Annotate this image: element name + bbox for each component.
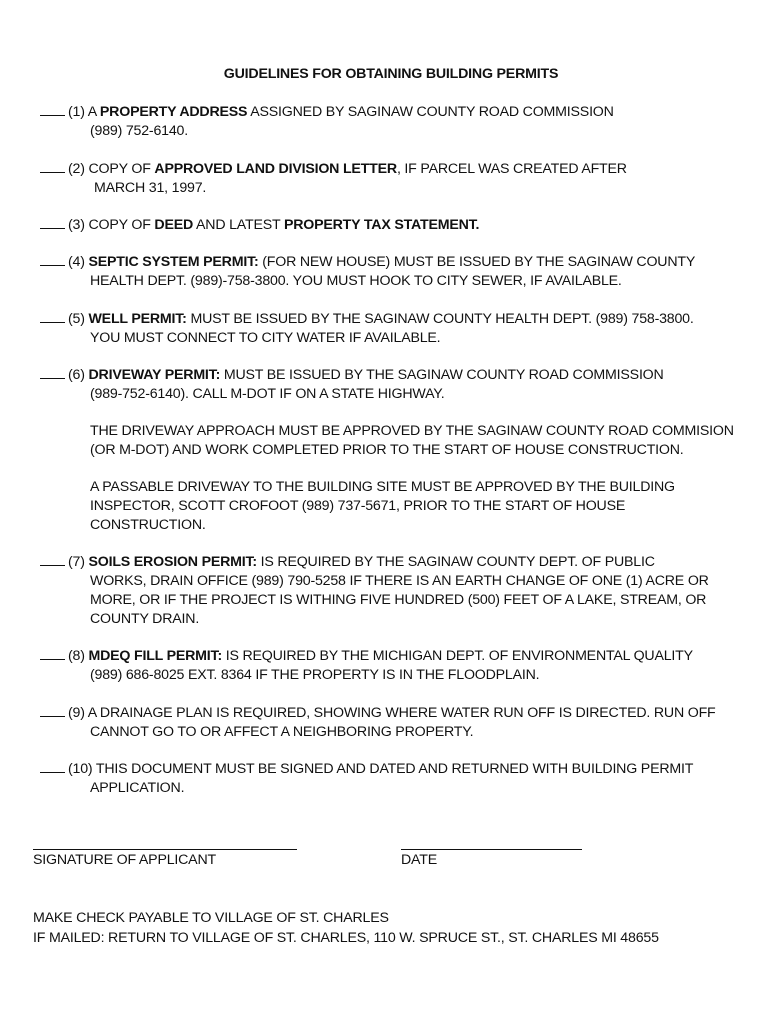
checkbox-blank[interactable]: [40, 160, 65, 173]
driveway-approach-paragraph: THE DRIVEWAY APPROACH MUST BE APPROVED BY THE SAGINAW COUNTY ROAD COMMISION (OR M-DOT) AND WORK COMPLETED PRIOR TO THE START OF HOUSE CONSTRUCTION.: [90, 423, 734, 458]
checkbox-blank[interactable]: [40, 216, 65, 229]
checkbox-blank[interactable]: [40, 704, 65, 717]
checkbox-blank[interactable]: [40, 253, 65, 266]
checkbox-blank[interactable]: [40, 366, 65, 379]
checkbox-blank[interactable]: [40, 647, 65, 660]
checklist-item-5: (5) WELL PERMIT: MUST BE ISSUED BY THE SAGINAW COUNTY HEALTH DEPT. (989) 758-3800. YOU MUST CONNECT TO CITY WATER IF AVAILABLE.: [40, 310, 752, 348]
passable-driveway-paragraph: A PASSABLE DRIVEWAY TO THE BUILDING SITE MUST BE APPROVED BY THE BUILDING INSPECTOR, SCOTT CROFOOT (989) 737-5671, PRIOR TO THE START OF HOUSE CONSTRUCTION.: [90, 479, 675, 533]
mailing-instructions: IF MAILED: RETURN TO VILLAGE OF ST. CHARLES, 110 W. SPRUCE ST., ST. CHARLES MI 48655: [33, 930, 659, 946]
date-line[interactable]: [401, 849, 582, 850]
checklist-item-2: (2) COPY OF APPROVED LAND DIVISION LETTER, IF PARCEL WAS CREATED AFTER MARCH 31, 1997.: [40, 160, 752, 198]
checklist-item-4: (4) SEPTIC SYSTEM PERMIT: (FOR NEW HOUSE) MUST BE ISSUED BY THE SAGINAW COUNTY HEALTH DEPT. (989)-758-3800. YOU MUST HOOK TO CITY SEWER, IF AVAILABLE.: [40, 253, 752, 291]
signature-line[interactable]: [33, 849, 297, 850]
checklist-item-10: (10) THIS DOCUMENT MUST BE SIGNED AND DATED AND RETURNED WITH BUILDING PERMIT APPLICATION.: [40, 760, 752, 798]
checklist-item-6: (6) DRIVEWAY PERMIT: MUST BE ISSUED BY THE SAGINAW COUNTY ROAD COMMISSION (989-752-6140). CALL M-DOT IF ON A STATE HIGHWAY.: [40, 366, 752, 404]
checklist-item-3: (3) COPY OF DEED AND LATEST PROPERTY TAX STATEMENT.: [40, 216, 752, 235]
date-label: DATE: [401, 852, 437, 868]
checklist-item-9: (9) A DRAINAGE PLAN IS REQUIRED, SHOWING WHERE WATER RUN OFF IS DIRECTED. RUN OFF CANNOT GO TO OR AFFECT A NEIGHBORING PROPERTY.: [40, 704, 752, 742]
checklist-item-1: (1) A PROPERTY ADDRESS ASSIGNED BY SAGINAW COUNTY ROAD COMMISSION (989) 752-6140.: [40, 103, 752, 141]
page-title: GUIDELINES FOR OBTAINING BUILDING PERMITS: [223, 66, 559, 82]
checkbox-blank[interactable]: [40, 103, 65, 116]
checkbox-blank[interactable]: [40, 310, 65, 323]
checkbox-blank[interactable]: [40, 553, 65, 566]
checklist-item-7: (7) SOILS EROSION PERMIT: IS REQUIRED BY THE SAGINAW COUNTY DEPT. OF PUBLIC WORKS, DRAIN OFFICE (989) 790-5258 IF THERE IS AN EARTH CHANGE OF ONE (1) ACRE OR MORE, OR IF THE PROJECT IS WITHING FIVE HUNDRED (500) FEET OF A LAKE, STREAM, OR COUNTY DRAIN.: [40, 553, 752, 629]
checklist-item-8: (8) MDEQ FILL PERMIT: IS REQUIRED BY THE MICHIGAN DEPT. OF ENVIRONMENTAL QUALITY (989) 686-8025 EXT. 8364 IF THE PROPERTY IS IN THE FLOODPLAIN.: [40, 647, 752, 685]
checkbox-blank[interactable]: [40, 760, 65, 773]
signature-label: SIGNATURE OF APPLICANT: [33, 852, 216, 868]
payment-instructions: MAKE CHECK PAYABLE TO VILLAGE OF ST. CHARLES: [33, 910, 389, 926]
